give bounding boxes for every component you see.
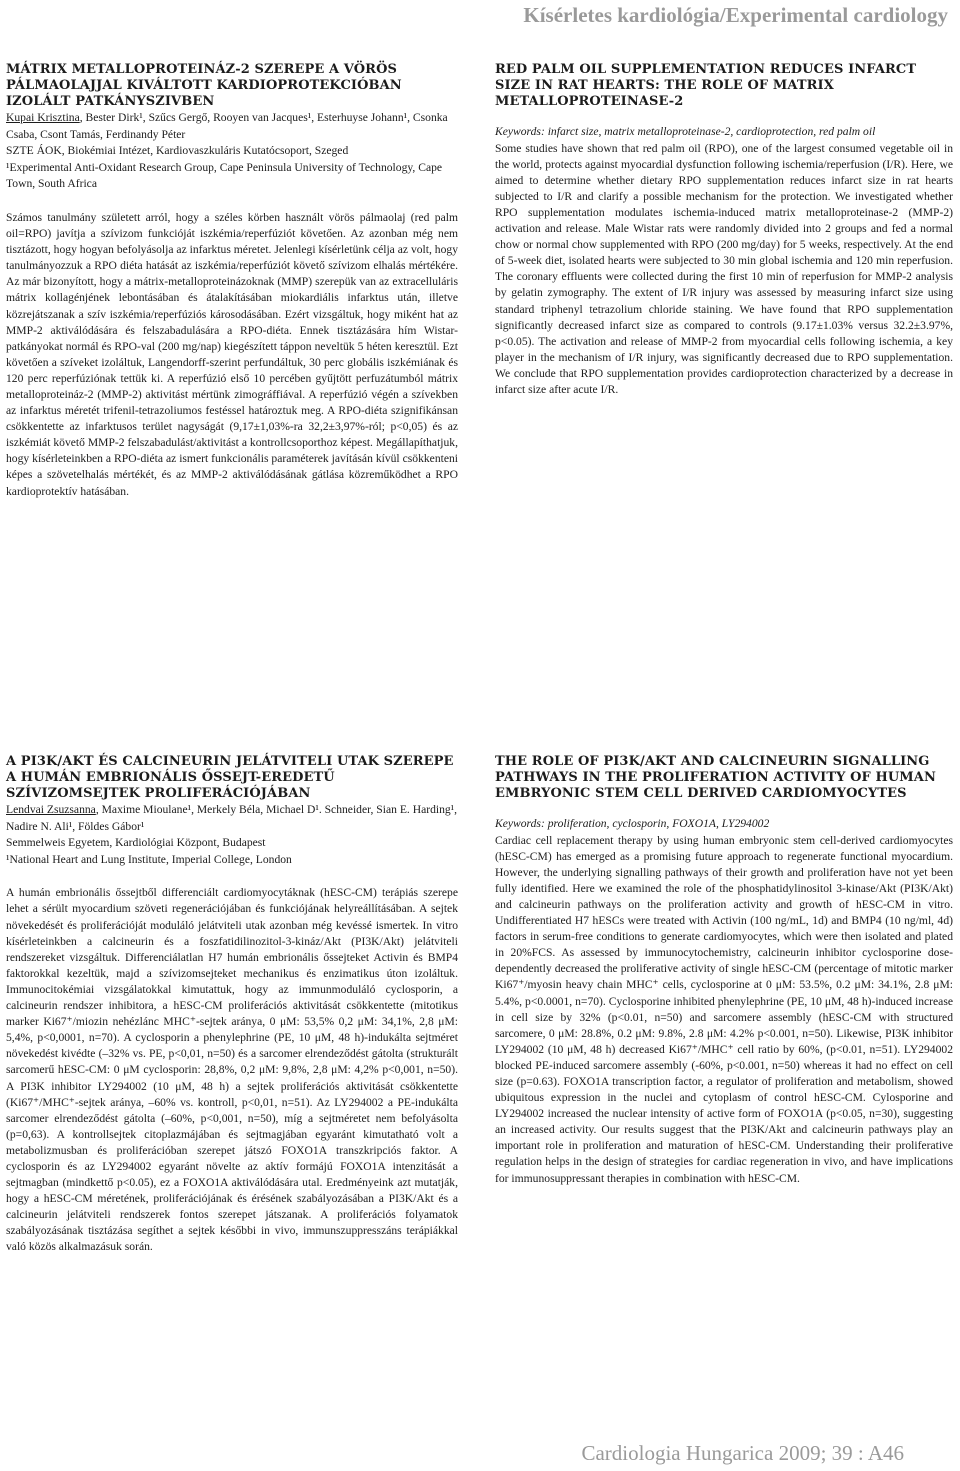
abstract-en-2: [495, 754, 953, 1187]
affiliation: Semmelweis Egyetem, Kardiológiai Központ, Budapest: [6, 836, 266, 850]
abstract-body: Some studies have shown that red palm oil (RPO), one of the largest consumed vegetable oil in the world, protects against myocardial dysfunction following ischemia/reperfusion (I/R). Here, we aimed to determine whether dietary RPO supplementation reduces infarct size in rat hearts subjected to I/R and clarify a possible mechanism for the protection. We investigated whether RPO supplementation modulates ischemia-induced matrix metalloproteinase-2 (MMP-2) activation and release. Male Wistar rats were randomly divided into 2 groups and fed a normal chow or normal chow supplemented with RPO (200 mg/day) for 5 weeks, respectively. At the end of 5-week diet, isolated hearts were subjected to 30 min global ischemia and 120 min reperfusion. The coronary effluents were collected during the first 10 min of reperfusion for MMP-2 analysis by gelatin zymography. The extent of I/R injury was assessed by measuring infarct size using standard triphenyl tetrazolium chloride staining. We have found that RPO supplementation significantly decreased infarct size as compared to controls (9.17±1.03% versus 32.2±3.97%, p<0.05). The activation and release of MMP-2 from myocardial cells following ischemia, a key player in the mechanism of I/R injury, was significantly decreased due to RPO supplementation. We conclude that RPO supplementation provides cardioprotection characterized by a decrease in infarct size after acute I/R.: [495, 141, 953, 396]
abstract-body: A humán embrionális őssejtből differenciált cardiomyocytáknak (hESC-CM) terápiás szerepe lehet a sérült myocardium szöveti regenerációjában és funkciójának helyreállításában. A sejtek növekedését és proliferációját moduláló jelátviteli utak azonban még kevéssé ismertek. In vitro kísérleteinkben a calcineurin és a foszfatidilinozitol-3-kináz/Akt (PI3K/Akt) jelátviteli rendszereket vizsgáltuk. Differenciálatlan H7 humán embrionális őssejteket Activin és BMP4 faktorokkal kezeltük, majd a szívizomsejteket mechanikus és enzimatikus úton izoláltuk. Immunocitokémiai vizsgálatokkal kimutattuk, hogy az immunmoduláló cyclosporin, a calcineurin rendszer inhibitora, a hESC-CM proliferációs aktivitását csökkentette (mitotikus marker Ki67⁺/miozin nehézlánc MHC⁺-sejtek aránya, 0 μM: 53,5% 0,2 μM: 34,1%, 2,8 μM: 5,4%, p<0,0001, n=70). A cyclosporin a phenylephrine (PE, 10 μM, 48 h)-indukálta sejtméret növekedést kivédte (–32% vs. PE, p<0,01, n=50) és a sarcomer elrendeződést gátolta (strukturált sarcomerű hESC-CM: 0 μM cyclosporin: 28,8%, 0,2 μM: 9,8%, 2,8 μM: 4,2% p<0,001, n=50). A PI3K inhibitor LY294002 (10 μM, 48 h) a sejtek proliferációs aktivitását csökkentette (Ki67⁺/MHC⁺-sejtek aránya, –60% vs. kontroll, p<0,01, n=51). Az LY294002 a PE-indukálta sarcomer elrendeződést gátolta (–60%, p<0,001, n=50), míg a sejtméretet nem befolyásolta (p=0,63). A kontrollsejtek citoplazmájában és sejtmagjában egyaránt kimutatható volt a metabolizmusban és proliferációban szerepet játszó FOXO1A transzkripciós faktor. A cyclosporin és az LY294002 egyaránt növelte az aktív formájú FOXO1A intenzitását a sejtmagban (mindkettő p<0.05), ez a FOXO1A aktiválódására utal. Eredményeink azt mutatják, hogy a hESC-CM méretének, proliferációjának és érésének szabályozásában a PI3K/Akt és a calcineurin jelátviteli rendszerek fontos szerepet játszanak. A proliferációs folyamatok szabályozásának tisztázása segíthet a sejtek későbbi in vivo, immunszuppresszáns terápiákkal való közös alkalmazásuk során.: [6, 886, 458, 1254]
author-list: [6, 802, 458, 835]
abstract-en-1: [495, 62, 953, 398]
abstract-title: THE ROLE OF PI3K/AKT AND CALCINEURIN SIGNALLING PATHWAYS IN THE PROLIFERATION ACTIVITY OF HUMAN EMBRYONIC STEM CELL DERIVED CARDIOMYOCYTES: [495, 754, 936, 801]
affiliation: ¹Experimental Anti-Oxidant Research Group, Cape Peninsula University of Technology, Cape Town, South Africa: [6, 160, 443, 191]
keywords: Keywords: proliferation, cyclosporin, FOXO1A, LY294002: [495, 817, 770, 830]
affiliation: ¹National Heart and Lung Institute, Imperial College, London: [6, 852, 292, 866]
abstract-body: Számos tanulmány született arról, hogy a széles körben használt vörös pálmaolaj (red palm oil=RPO) javítja a szívizom funkcióját iszkémia/reperfúziót követően. Az azonban még nem tisztázott, hogy hogyan befolyásolja az infarktus méretet. Jelenlegi kísérletünk célja az volt, hogy tanulmányozzuk a RPO diéta hatását az iszkémia/reperfúziót követő szívizom elhalás mértékére. Az már bizonyított, hogy a mátrix-metalloproteinázoknak (MMP) szerepük van az extracelluláris mátrix kollagénjének lebontásában és átalakításában miokardiális infarktus után, illetve közrejátszanak a szív iszkémia/reperfúziós károsodásában. Ezért vizsgáltuk, hogy miként hat az MMP-2 aktiválódására és felszabadulására a RPO-diéta. Ennek tisztázására hím Wistar-patkányokat normál és RPO-val (200 mg/nap) kiegészített táppon neveltük 5 héten keresztül. Ezt követően a szíveket izoláltuk, Langendorff-szerint perfundáltuk, 30 perc globális iszkémiának és 120 perc reperfúziónak tettük ki. A reperfúzió első 10 percében gyűjtött perfuzátumból mátrix metalloproteináz-2 (MMP-2) aktivitást mértünk zimográffiával. A reperfúzió végén a szívekben az infarktus méretét trifenil-tetrazoliumos festéssel határoztuk meg. A RPO-diéta szignifikánsan csökkentette az infarktusos terület nagyságát (9,17±1,03%-ra 32,2±3,97%-ról; p<0,05) és az iszkémiát követő MMP-2 felszabadulást/aktivitást a kontrollcsoporthoz képest. Megállapíthatjuk, hogy kísérleteinkben a RPO-diéta az ismert funkcionális paraméterek javításán kívül csökkenteni képes a szövetelhalás mértékét, és az MMP-2 aktiválódásának gátlása közreműködhet a RPO kardioprotektív hatásában.: [6, 210, 458, 498]
co-authors: , Bester Dirk¹, Szűcs Gergő, Rooyen van Jacques¹, Esterhuyse Johann¹, Csonka Csaba, Csont Tamás, Ferdinandy Péter: [6, 111, 448, 141]
section-header: Kísérletes kardiológia/Experimental cardiology: [523, 3, 948, 27]
abstract-hu-1: [6, 62, 458, 500]
page-footer: Cardiologia Hungarica 2009; 39 : A46: [581, 1441, 904, 1465]
affiliation: SZTE ÁOK, Biokémiai Intézet, Kardiovaszkuláris Kutatócsoport, Szeged: [6, 144, 349, 158]
abstract-body: Cardiac cell replacement therapy by using human embryonic stem cell-derived cardiomyocytes (hESC-CM) has emerged as a promising future approach to regenerate functional myocardium. However, the underlying signalling pathways of their growth and proliferation have not yet been fully identified. Here we examined the role of the phosphatidylinositol 3-kinase/Akt (PI3K/Akt) and calcineurin pathways on the proliferation activity and growth of hESC-CM in vitro. Undifferentiated H7 hESCs were treated with Activin (100 ng/mL, 1d) and BMP4 (10 ng/ml, 4d) factors in serum-free conditions to generate cardiomyocytes, which were then isolated and plated in 20%FCS. As assessed by immunocytochemistry, calcineurin inhibitor cyclosporine dose-dependently decreased the proliferative activity of single hESC-CM (percentage of mitotic marker Ki67⁺/myosin heavy chain MHC⁺ cells, cyclosporine at 0 μM: 53.5%, 0.2 μM: 34.1%, 2.8 μM: 5.4%, p<0.0001, n=70). Cyclosporine inhibited phenylephrine (PE, 10 μM, 48 h)-induced increase in cell size by 32% (p<0.01, n=50) and sarcomere assembly (hESC-CM with structured sarcomere, 0 μM: 28.8%, 0.2 μM: 9.8%, 2.8 μM: 4.2% p<0.001, n=50). Likewise, PI3K inhibitor LY294002 (10 μM, 48 h) decreased Ki67⁺/MHC⁺ cell ratio by 60%, (p<0.01, n=51). LY294002 blocked PE-induced sarcomere assembly (-60%, p<0.001, n=50) whereas it had no effect on cell size (p=0.63). FOXO1A transcription factor, a regulator of proliferation and metabolism, showed ubiquitous expression in the nuclei and cytoplasm of control hESC-CM. Cylosporine and LY294002 increased the nuclear intensity of active form of FOXO1A (p<0.05, n=30), suggesting an increased activity. Our results suggest that the PI3K/Akt and calcineurin pathways play an important role in proliferation and maturation of hESC-CM. Understanding their proliferative regulation helps in the design of strategies for cardiac regeneration in vivo, and have implications for immunosuppressant therapies in combination with hESC-CM.: [495, 833, 953, 1185]
abstract-hu-2: [6, 754, 458, 1256]
co-authors: , Maxime Mioulane¹, Merkely Béla, Michael D¹. Schneider, Sian E. Harding¹, Nadire N. Ali¹, Földes Gábor¹: [6, 803, 458, 833]
presenting-author: Kupai Krisztina: [6, 111, 80, 124]
keywords: Keywords: infarct size, matrix metalloproteinase-2, cardioprotection, red palm oil: [495, 125, 876, 138]
abstract-title: A PI3K/AKT ÉS CALCINEURIN JELÁTVITELI UTAK SZEREPE A HUMÁN EMBRIONÁLIS ŐSSEJT-EREDETŰ SZÍVIZOMSEJTEK PROLIFERÁCIÓJÁBAN: [6, 754, 454, 801]
abstract-title: RED PALM OIL SUPPLEMENTATION REDUCES INFARCT SIZE IN RAT HEARTS: THE ROLE OF MATRIX METALLOPROTEINASE-2: [495, 62, 917, 109]
presenting-author: Lendvai Zsuzsanna: [6, 803, 96, 816]
author-list: [6, 110, 458, 143]
abstract-title: MÁTRIX METALLOPROTEINÁZ-2 SZEREPE A VÖRÖS PÁLMAOLAJJAL KIVÁLTOTT KARDIOPROTEKCIÓBAN IZOLÁLT PATKÁNYSZIVBEN: [6, 62, 402, 109]
